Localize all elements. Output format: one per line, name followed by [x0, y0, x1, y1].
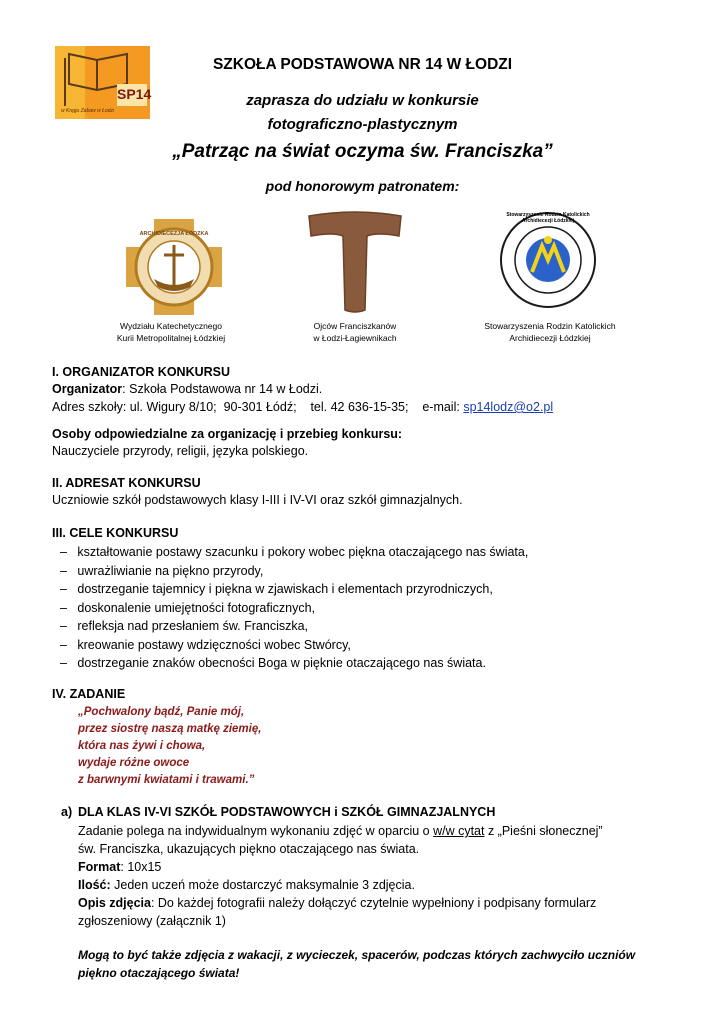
association-emblem — [498, 210, 598, 310]
invite-line-2: fotograficzno-plastycznym — [267, 116, 458, 133]
organizer-line — [52, 381, 682, 398]
invite-line-1: zaprasza do udziału w konkursie — [246, 92, 479, 109]
responsible-label: Osoby odpowiedzialne za organizację i przebieg konkursu: — [52, 427, 403, 441]
note-line-2: piękno otaczającego świata! — [78, 966, 240, 980]
quote-line: wydaje różne owoce — [78, 757, 190, 769]
canticle-quote — [78, 704, 261, 789]
list-item — [60, 617, 528, 636]
dash-icon: – — [60, 600, 67, 615]
patron-3-line-1: Stowarzyszenia Rodzin Katolickich — [484, 321, 616, 331]
goals-list — [60, 543, 528, 673]
task-line-2-text: św. Franciszka, ukazujących piękno otaczającego nas świata. — [78, 842, 420, 856]
desc-line-2: zgłoszeniowy (załącznik 1) — [78, 914, 226, 928]
list-item — [60, 580, 528, 599]
dash-icon: – — [60, 656, 67, 670]
patron-2-caption — [280, 320, 430, 344]
association-emblem-text: Stowarzyszenie Rodzin Katolickich Archidiecezji Łódzkiej — [506, 212, 590, 224]
patron-1-line-1: Wydziału Katechetycznego — [120, 321, 222, 331]
tau-cross-icon — [305, 210, 405, 314]
goal-text: dostrzeganie tajemnicy i piękna w zjawiskach i elementach przyrodniczych, — [77, 582, 493, 596]
goal-text: doskonalenie umiejętności fotograficznych, — [77, 600, 316, 615]
dash-icon: – — [60, 545, 67, 559]
organizer-label: Organizator — [52, 382, 123, 396]
dash-icon: – — [60, 563, 67, 578]
patronage-label: pod honorowym patronatem: — [265, 178, 460, 194]
task-pre: Zadanie polega na indywidualnym wykonaniu zdjęć w oparciu o — [78, 824, 434, 838]
task-line-1 — [78, 822, 673, 840]
archdiocese-emblem — [124, 217, 224, 317]
patron-2-line-1: Ojców Franciszkanów — [313, 321, 397, 331]
goal-text: refleksja nad przesłaniem św. Franciszka, — [77, 619, 309, 633]
patron-1-line-2: Kurii Metropolitalnej Łódzkiej — [116, 333, 226, 343]
address-line — [52, 399, 682, 416]
task-ref: w/w cytat — [433, 824, 485, 838]
task-post: z „Pieśni słonecznej” — [484, 824, 603, 838]
desc-line — [78, 894, 673, 912]
task-description — [78, 822, 673, 930]
count-line — [78, 876, 673, 894]
dash-icon: – — [60, 619, 67, 633]
desc-value: : Do każdej fotografii należy dołączyć czytelnie wypełniony i podpisany formularz — [150, 896, 597, 910]
dash-icon: – — [60, 582, 67, 596]
format-label: Format — [78, 860, 121, 874]
section-1-heading: I. ORGANIZATOR KONKURSU — [52, 365, 231, 379]
list-item — [60, 636, 528, 655]
logo-text: SP14 — [117, 86, 152, 102]
logo-tagline: w Kręgu Zabaw w Łodzi — [61, 108, 115, 114]
section-4-heading: IV. ZADANIE — [52, 687, 126, 701]
list-item — [60, 543, 528, 562]
section-2-heading: II. ADRESAT KONKURSU — [52, 476, 201, 490]
address-text: Adres szkoły: ul. Wigury 8/10; 90-301 Łódź; tel. 42 636-15-35; e-mail: — [52, 400, 464, 414]
quote-line: „Pochwalony bądź, Panie mój, — [78, 706, 245, 718]
goal-text: kreowanie postawy wdzięczności wobec Stwórcy, — [77, 637, 351, 652]
patron-3-caption — [470, 320, 630, 344]
quote-line: z barwnymi kwiatami i trawami.” — [78, 774, 255, 786]
goal-text: dostrzeganie znaków obecności Boga w pięknie otaczającego nas świata. — [77, 656, 486, 670]
note-line-1: Mogą to być także zdjęcia z wakacji, z wycieczek, spacerów, podczas których zachwyciło uczniów — [78, 948, 636, 962]
goal-text: uwrażliwianie na piękno przyrody, — [77, 563, 264, 578]
quote-line: która nas żywi i chowa, — [78, 740, 206, 752]
count-value: Jeden uczeń może dostarczyć maksymalnie 3 zdjęcia. — [110, 878, 415, 892]
patron-3-line-2: Archidiecezji Łódzkiej — [509, 333, 591, 343]
contest-title: „Patrząc na świat oczyma św. Franciszka” — [172, 141, 553, 162]
dash-icon: – — [60, 637, 67, 652]
list-item — [60, 654, 528, 673]
school-title: SZKOŁA PODSTAWOWA NR 14 W ŁODZI — [212, 56, 513, 73]
list-item — [60, 599, 528, 618]
responsible-value: Nauczyciele przyrody, religii, języka polskiego. — [52, 444, 309, 458]
task-line-2 — [78, 840, 673, 858]
quote-line: przez siostrę naszą matkę ziemię, — [78, 723, 262, 735]
format-value: : 10x15 — [120, 860, 162, 874]
patron-2-line-2: w Łodzi-Łagiewnikach — [313, 333, 397, 343]
patron-1-caption — [96, 320, 246, 344]
emblem-text: ARCHIDIECEZJA ŁÓDZKA — [139, 231, 209, 237]
note — [78, 946, 678, 982]
goal-text: kształtowanie postawy szacunku i pokory wobec piękna otaczającego nas świata, — [77, 545, 529, 559]
desc-label: Opis zdjęcia — [78, 896, 151, 910]
email-link[interactable]: sp14lodz@o2.pl — [463, 400, 554, 414]
list-item — [60, 562, 528, 581]
section-2-text: Uczniowie szkół podstawowych klasy I-III i IV-VI oraz szkół gimnazjalnych. — [52, 493, 463, 507]
organizer-value: : Szkoła Podstawowa nr 14 w Łodzi. — [122, 382, 323, 396]
section-3-heading: III. CELE KONKURSU — [52, 526, 179, 540]
format-line — [78, 858, 673, 876]
subsection-a-heading: DLA KLAS IV-VI SZKÓŁ PODSTAWOWYCH i SZKÓŁ GIMNAZJALNYCH — [78, 805, 496, 819]
count-label: Ilość: — [78, 878, 111, 892]
subsection-a-label: a) — [61, 805, 73, 819]
